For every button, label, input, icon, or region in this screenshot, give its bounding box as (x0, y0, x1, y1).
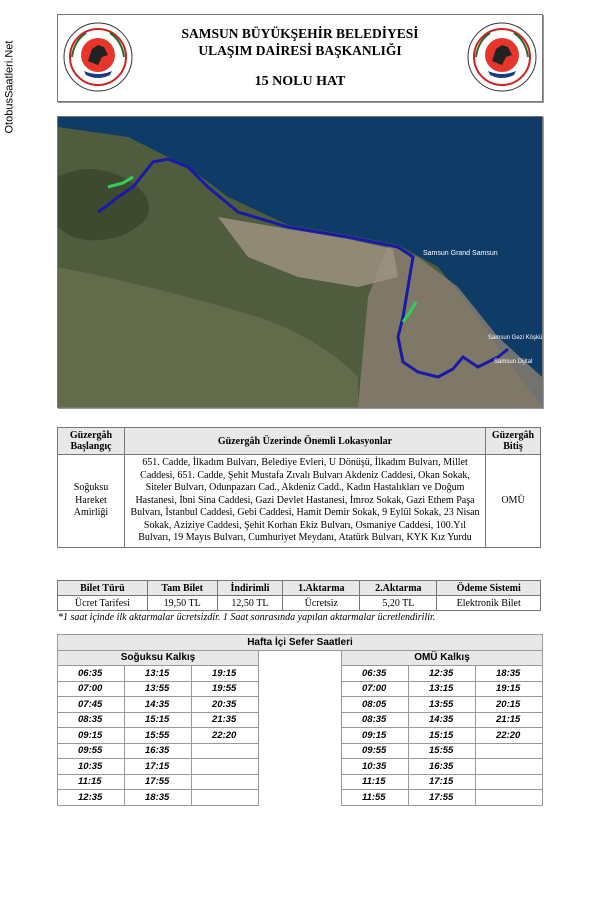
map-label: Samsun Gezi Köşkü (488, 335, 542, 341)
fare-header: İndirimli (217, 581, 283, 596)
schedule-time: 19:15 (476, 681, 543, 697)
schedule-time: 22:20 (476, 728, 543, 744)
schedule-time: 22:20 (192, 728, 259, 744)
schedule-time: 17:55 (409, 790, 476, 806)
schedule-time: 13:55 (125, 681, 192, 697)
schedule-time: 17:15 (409, 774, 476, 790)
schedule-time: 15:55 (125, 728, 192, 744)
schedule-time: 07:00 (342, 681, 409, 697)
schedule-time: 13:15 (125, 666, 192, 682)
schedule-time: 12:35 (58, 790, 125, 806)
schedule-time: 21:35 (192, 712, 259, 728)
start-header: Güzergâh Başlangıç (58, 428, 125, 455)
schedule-time (192, 790, 259, 806)
schedule-time: 13:55 (409, 697, 476, 713)
schedule-gap (259, 712, 342, 728)
fare-table (57, 580, 541, 611)
end-header: Güzergâh Bitiş (486, 428, 541, 455)
schedule-gap (259, 759, 342, 775)
schedule-gap (259, 697, 342, 713)
schedule-title: Hafta İçi Sefer Saatleri (58, 635, 543, 651)
map-label: Samsun Dijital (494, 359, 533, 365)
schedule-time: 08:35 (58, 712, 125, 728)
schedule-time: 10:35 (342, 759, 409, 775)
route-title: 15 NOLU HAT (254, 74, 346, 89)
schedule-time: 13:15 (409, 681, 476, 697)
schedule-gap (259, 666, 342, 682)
schedule-time: 06:35 (342, 666, 409, 682)
schedule-time: 16:35 (125, 743, 192, 759)
schedule-row (58, 790, 543, 806)
route-locations-table (57, 427, 541, 548)
route-start: Soğuksu Hareket Amirliği (58, 455, 125, 548)
schedule-row (58, 759, 543, 775)
schedule-time: 09:55 (58, 743, 125, 759)
department-name: ULAŞIM DAİRESİ BAŞKANLIĞI (198, 43, 402, 58)
route-map (57, 116, 543, 408)
schedule-time: 09:15 (342, 728, 409, 744)
schedule-time: 12:35 (409, 666, 476, 682)
org-name: SAMSUN BÜYÜKŞEHİR BELEDİYESİ (181, 26, 419, 41)
schedule-time: 09:15 (58, 728, 125, 744)
schedule-time: 11:15 (58, 774, 125, 790)
schedule-gap (259, 743, 342, 759)
schedule-row (58, 774, 543, 790)
schedule-time (476, 759, 543, 775)
fare-cell: 12,50 TL (217, 596, 283, 611)
schedule-row (58, 697, 543, 713)
schedule-row (58, 712, 543, 728)
fare-header: Tam Bilet (147, 581, 217, 596)
schedule-time: 07:45 (58, 697, 125, 713)
municipality-seal-icon (62, 21, 134, 93)
schedule-time: 14:35 (125, 697, 192, 713)
fare-cell: Ücretsiz (283, 596, 360, 611)
schedule-time: 18:35 (125, 790, 192, 806)
municipality-seal-icon (466, 21, 538, 93)
schedule-row (58, 666, 543, 682)
schedule-time: 15:15 (125, 712, 192, 728)
schedule-time: 07:00 (58, 681, 125, 697)
schedule-time (476, 774, 543, 790)
fare-cell: 5,20 TL (360, 596, 437, 611)
route-end: OMÜ (486, 455, 541, 548)
right-departure-title: OMÜ Kalkış (342, 650, 543, 666)
schedule-time: 06:35 (58, 666, 125, 682)
schedule-time (192, 743, 259, 759)
fare-header: Bilet Türü (58, 581, 148, 596)
schedule-time (192, 774, 259, 790)
schedule-time (476, 790, 543, 806)
left-departure-title: Soğuksu Kalkış (58, 650, 259, 666)
schedule-gap (259, 790, 342, 806)
schedule-time: 18:35 (476, 666, 543, 682)
schedule-row (58, 728, 543, 744)
schedule-time: 15:15 (409, 728, 476, 744)
schedule-row (58, 681, 543, 697)
schedule-time: 08:05 (342, 697, 409, 713)
schedule-gap (259, 650, 342, 666)
schedule-gap (259, 728, 342, 744)
route-map-image (58, 117, 542, 407)
schedule-time: 19:55 (192, 681, 259, 697)
schedule-time: 19:15 (192, 666, 259, 682)
route-stops: 651. Cadde, İlkadım Bulvarı, Belediye Evleri, U Dönüşü, İlkadım Bulvarı, Millet Caddesi, 651. Cadde, Şehit Mustafa Zıvalı Bulvarı Akdeniz Caddesi, Okan Sokak, Siteler Bulvarı, Odunpazarı Cad., Akdeniz Cadd., Kadın Hastalıkları ve Doğum Hastanesi, İbni Sina Caddesi, Gazi Devlet Hastanesi, İmroz Sokak, Gazi Ethem Paşa Bulvarı, İstanbul Caddesi, Gebi Caddesi, Hamit Demir Sokak, 9 Eylül Sokak, 23 Nisan Sokak, Aziziye Caddesi, Şehit Korhan Ekiz Bulvarı, Osmaniye Caddesi, 100.Yıl Bulvarı, 19 Mayıs Bulvarı, Cumhuriyet Meydanı, Atatürk Bulvarı, KYK Kız Yurdu (125, 455, 486, 548)
schedule-time: 11:55 (342, 790, 409, 806)
transfer-note: *1 saat içinde ilk aktarmalar ücretsizdir. 1 Saat sonrasında yapılan aktarmalar ücretlendirilir. (58, 612, 436, 623)
schedule-time: 16:35 (409, 759, 476, 775)
fare-cell: 19,50 TL (147, 596, 217, 611)
schedule-time: 11:15 (342, 774, 409, 790)
schedule-time: 14:35 (409, 712, 476, 728)
schedule-time: 08:35 (342, 712, 409, 728)
fare-header: Ödeme Sistemi (437, 581, 541, 596)
schedule-time: 20:15 (476, 697, 543, 713)
document-header (57, 14, 543, 102)
weekday-schedule-table (57, 634, 543, 806)
schedule-time (476, 743, 543, 759)
schedule-time (192, 759, 259, 775)
schedule-time: 10:35 (58, 759, 125, 775)
header-text (138, 25, 462, 90)
schedule-time: 17:15 (125, 759, 192, 775)
fare-header: 1.Aktarma (283, 581, 360, 596)
schedule-time: 17:55 (125, 774, 192, 790)
schedule-time: 15:55 (409, 743, 476, 759)
schedule-time: 20:35 (192, 697, 259, 713)
site-watermark: OtobusSaatleri.Net (3, 40, 16, 134)
schedule-gap (259, 774, 342, 790)
fare-cell: Elektronik Bilet (437, 596, 541, 611)
schedule-time: 21:15 (476, 712, 543, 728)
fare-header: 2.Aktarma (360, 581, 437, 596)
map-label: Samsun Grand Samsun (423, 250, 498, 257)
schedule-time: 09:55 (342, 743, 409, 759)
locations-header: Güzergâh Üzerinde Önemli Lokasyonlar (125, 428, 486, 455)
schedule-gap (259, 681, 342, 697)
fare-cell: Ücret Tarifesi (58, 596, 148, 611)
schedule-row (58, 743, 543, 759)
